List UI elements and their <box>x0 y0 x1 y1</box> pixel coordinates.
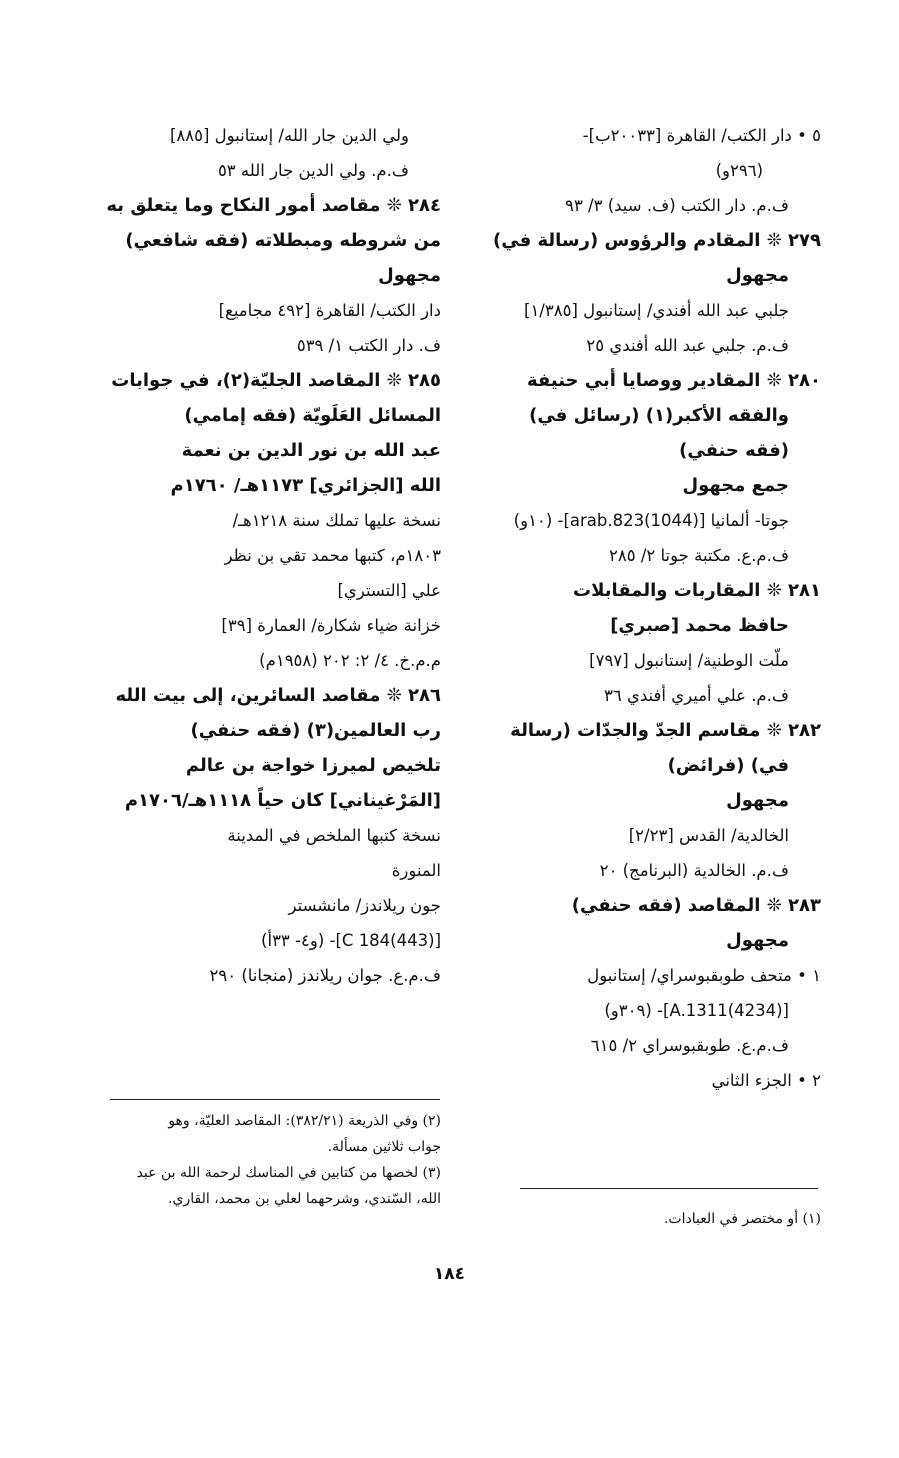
right-column <box>481 118 821 1098</box>
entry-line: من شروطه ومبطلاته (فقه شافعي) <box>125 230 441 251</box>
entry-line: جمع مجهول <box>682 475 789 496</box>
entry-line: نسخة كتبها الملخص في المدينة <box>227 826 441 845</box>
footnote-line: الله، السّندي، وشرحهما لعلي بن محمد، القاري. <box>168 1191 441 1207</box>
entry-line: ٢٨٣ ❊ المقاصد (فقه حنفي) <box>571 895 821 916</box>
entry-line: ٢٨٢ ❊ مقاسم الجدّ والجدّات (رسالة <box>510 720 821 741</box>
entry-line: المسائل العَلَويّة (فقه إمامي) <box>184 405 441 426</box>
entry-line: ٢٨١ ❊ المقاربات والمقابلات <box>573 580 821 601</box>
entry-line: ف.م.ع. مكتبة جوتا ٢/ ٢٨٥ <box>608 546 789 565</box>
entry-line: [(4234)A.1311]- (٣٠٩و) <box>604 1001 789 1020</box>
entry-line: جوتا- ألمانيا [(1044)arab.823]- (١٠و) <box>513 511 789 530</box>
entry-line: ٢٨٦ ❊ مقاصد السائرين، إلى بيت الله <box>115 685 441 706</box>
entry-line: ٢٨٤ ❊ مقاصد أمور النكاح وما يتعلق به <box>106 195 441 216</box>
entry-line: ملّت الوطنية/ إستانبول [٧٩٧] <box>589 651 789 670</box>
footnote-line: (١) أو مختصر في العبادات. <box>663 1211 821 1227</box>
entry-line: علي [التستري] <box>337 581 441 600</box>
entry-line: والفقه الأكبر(١) (رسائل في) <box>529 405 789 426</box>
entry-line: ولي الدين جار الله/ إستانبول [٨٨٥] <box>169 126 409 145</box>
footnote-rule-left <box>110 1099 440 1100</box>
entry-line: (فقه حنفي) <box>679 440 789 461</box>
entry-line: مجهول <box>726 790 789 811</box>
entry-line: ١ • متحف طوبقبوسراي/ إستانبول <box>587 966 821 985</box>
entry-line: ٢٨٥ ❊ المقاصد الجليّة(٢)، في جوابات <box>111 370 441 391</box>
footnotes-right <box>491 1206 821 1232</box>
entry-line: ٥ • دار الكتب/ القاهرة [٢٠٠٣٣ب]- <box>582 126 821 145</box>
footnote-line: جواب ثلاثين مسألة. <box>327 1139 441 1155</box>
page-number: ١٨٤ <box>433 1264 466 1284</box>
entry-line: ف.م. دار الكتب (ف. سيد) ٣/ ٩٣ <box>565 196 789 215</box>
entry-line: ٢٧٩ ❊ المقادم والرؤوس (رسالة في) <box>493 230 821 251</box>
entry-line: ف.م. الخالدية (البرنامج) ٢٠ <box>599 861 789 880</box>
entry-line: ف.م. جلبي عبد الله أفندي ٢٥ <box>586 336 789 355</box>
entry-line: مجهول <box>726 265 789 286</box>
entry-line: ف.م.ع. جوان ريلاندز (منجانا) ٢٩٠ <box>209 966 441 985</box>
entry-line: عبد الله بن نور الدين بن نعمة <box>181 440 441 461</box>
entry-line: ف.م. علي أميري أفندي ٣٦ <box>603 686 789 705</box>
footnotes-left <box>96 1108 441 1212</box>
entry-line: جون ريلاندز/ مانشستر <box>288 896 441 915</box>
entry-line: تلخيص لميرزا خواجة بن عالم <box>185 755 441 776</box>
entry-line: حافظ محمد [صبري] <box>610 615 789 636</box>
entry-line: جلبي عبد الله أفندي/ إستانبول [١/٣٨٥] <box>524 301 789 320</box>
entry-line: دار الكتب/ القاهرة [٤٩٢ مجاميع] <box>218 301 441 320</box>
entry-line: الله [الجزائري] ١١٧٣هـ/ ١٧٦٠م <box>170 475 441 496</box>
entry-line: نسخة عليها تملك سنة ١٢١٨هـ/ <box>232 511 441 530</box>
footnote-line: (٣) لخصها من كتابين في المناسك لرحمة الله بن عبد <box>136 1165 441 1181</box>
entry-line: (٢٩٦و) <box>715 161 763 180</box>
entry-line: ف. دار الكتب ١/ ٥٣٩ <box>296 336 441 355</box>
footnote-rule-right <box>520 1188 818 1189</box>
entry-line: ١٨٠٣م، كتبها محمد تقي بن نظر <box>224 546 441 565</box>
entry-line: [C 184(443)]- (و٤- ٣٣أ) <box>261 931 441 950</box>
left-column <box>96 118 441 993</box>
entry-line: م.م.خ. ٤/ ٢: ٢٠٢ (١٩٥٨م) <box>259 651 441 670</box>
entry-line: رب العالمين(٣) (فقه حنفي) <box>190 720 441 741</box>
entry-line: المنورة <box>391 861 441 880</box>
entry-line: الخالدية/ القدس [٢/٢٣] <box>628 826 789 845</box>
entry-line: ٢ • الجزء الثاني <box>711 1071 821 1090</box>
entry-line: ٢٨٠ ❊ المقادير ووصايا أبي حنيفة <box>526 370 821 391</box>
entry-line: ف.م.ع. طوبقبوسراي ٢/ ٦١٥ <box>590 1036 789 1055</box>
entry-line: مجهول <box>726 930 789 951</box>
entry-line: [المَرْغيناني] كان حياً ١١١٨هـ/١٧٠٦م <box>124 790 441 811</box>
entry-line: ف.م. ولي الدين جار الله ٥٣ <box>217 161 409 180</box>
entry-line: في) (فرائض) <box>667 755 789 776</box>
entry-line: مجهول <box>378 265 441 286</box>
footnote-line: (٢) وفي الذريعة (٣٨٢/٢١): المقاصد العليّة، وهو <box>168 1113 441 1129</box>
entry-line: خزانة ضياء شكارة/ العمارة [٣٩] <box>221 616 441 635</box>
